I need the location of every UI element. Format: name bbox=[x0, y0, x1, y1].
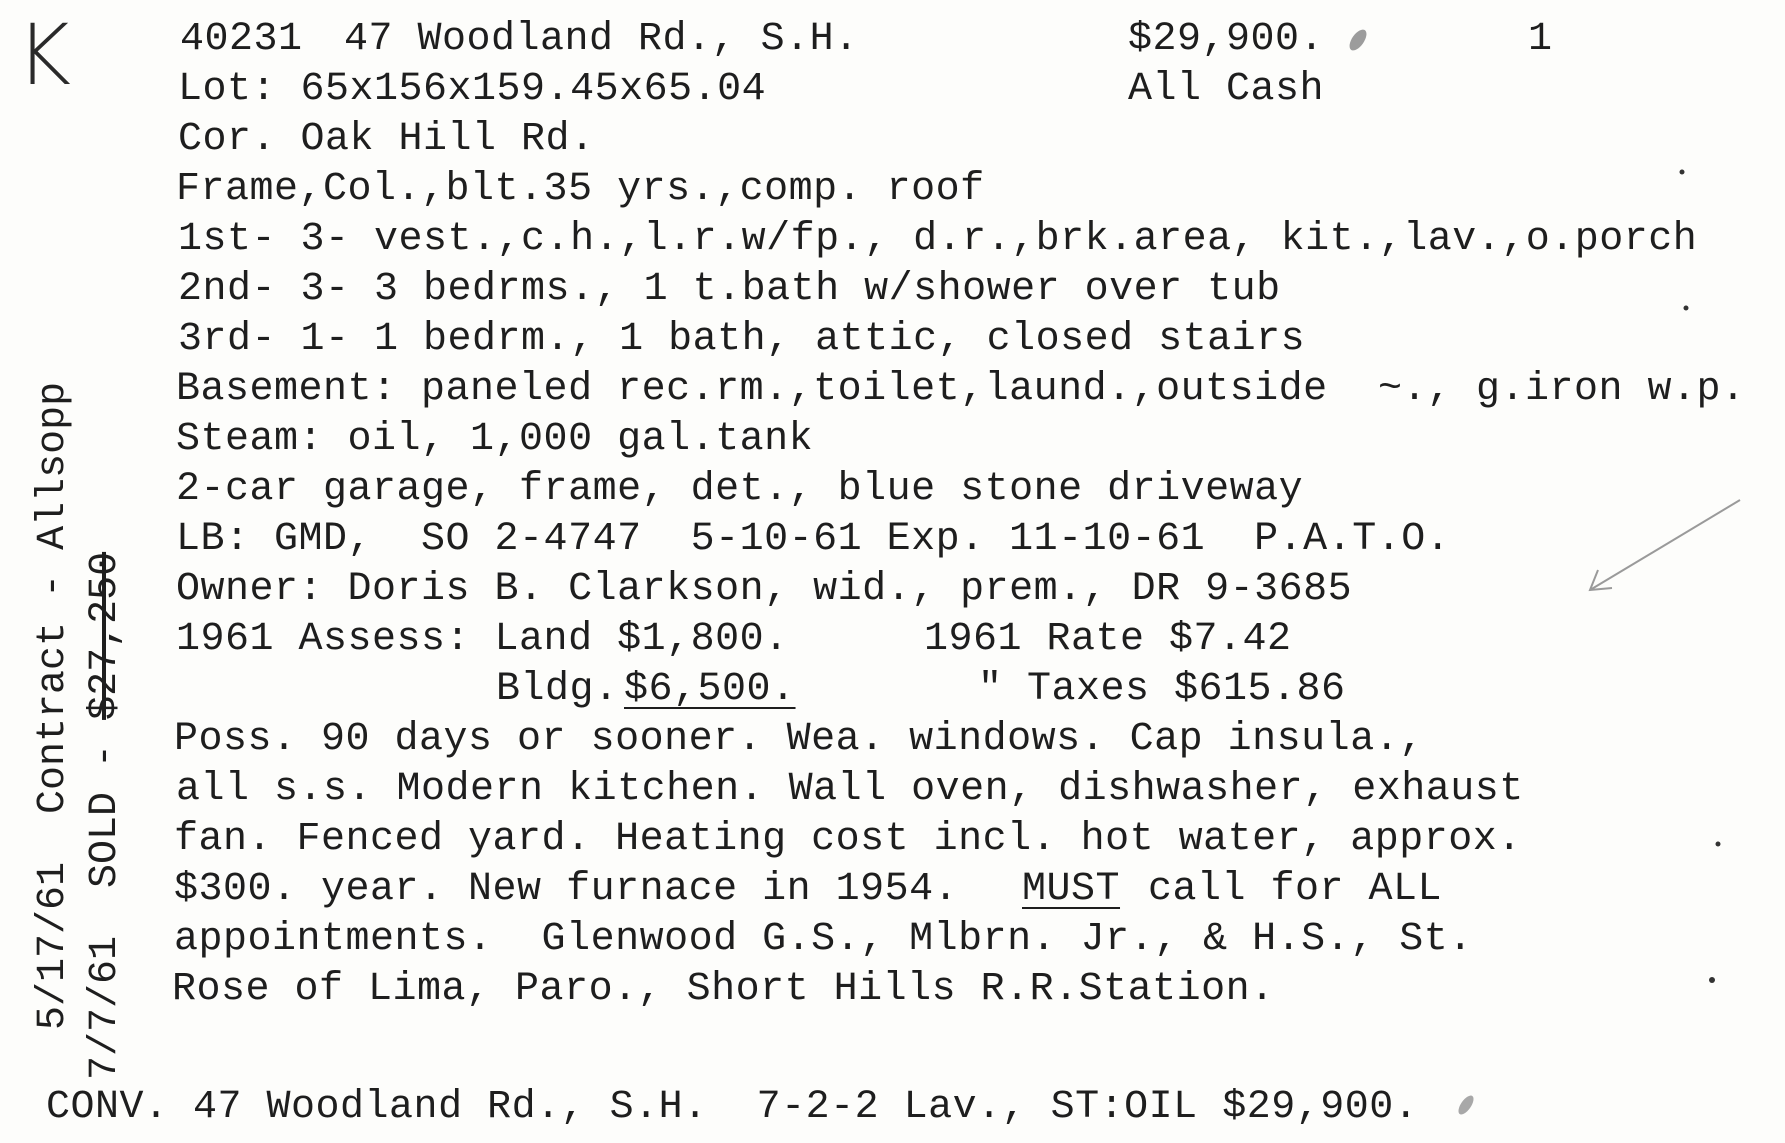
basement: Basement: paneled rec.rm.,toilet,laund.,outside bbox=[176, 367, 1328, 412]
remarks-line: Poss. 90 days or sooner. Wea. windows. Cap insula., bbox=[174, 717, 1424, 762]
listing-broker: LB: GMD, SO 2-4747 5-10-61 Exp. 11-10-61 P.A.T.O. bbox=[176, 517, 1451, 562]
heating: Steam: oil, 1,000 gal.tank bbox=[176, 417, 814, 462]
speck bbox=[1680, 170, 1685, 175]
speck bbox=[1709, 977, 1715, 983]
header-price: $29,900. bbox=[1128, 17, 1325, 62]
footer-summary: CONV. 47 Woodland Rd., S.H. 7-2-2 Lav., ST:OIL $29,900. bbox=[46, 1085, 1419, 1130]
third-floor: 3rd- 1- 1 bedrm., 1 bath, attic, closed stairs bbox=[178, 317, 1306, 362]
remarks-must: MUST bbox=[1022, 867, 1121, 912]
assessment-land: 1961 Assess: Land $1,800. bbox=[176, 617, 789, 662]
pencil-dot bbox=[1456, 1093, 1477, 1117]
first-floor: 1st- 3- vest.,c.h.,l.r.w/fp., d.r.,brk.area, kit.,lav.,o.porch bbox=[178, 217, 1698, 262]
remarks-line-tail: call for ALL bbox=[1148, 867, 1443, 912]
assessment-building-label: Bldg. bbox=[496, 667, 619, 712]
speck bbox=[1684, 306, 1689, 311]
sold-note-price: $27,250 bbox=[83, 551, 128, 720]
taxes: " Taxes $615.86 bbox=[978, 667, 1346, 712]
assessment-building-value: $6,500. bbox=[624, 667, 796, 712]
garage: 2-car garage, frame, det., blue stone driveway bbox=[176, 467, 1304, 512]
construction: Frame,Col.,blt.35 yrs.,comp. roof bbox=[176, 167, 985, 212]
header-address: 47 Woodland Rd., S.H. bbox=[344, 17, 859, 62]
remarks-line: $300. year. New furnace in 1954. bbox=[174, 867, 959, 912]
listing-number: 40231 bbox=[180, 17, 303, 62]
check-mark-line bbox=[1590, 500, 1740, 590]
contract-note: 5/17/61 Contract - Allsopp bbox=[31, 381, 76, 1030]
remarks-line: appointments. Glenwood G.S., Mlbrn. Jr., & H.S., St. bbox=[174, 917, 1473, 962]
terms: All Cash bbox=[1128, 67, 1325, 112]
owner: Owner: Doris B. Clarkson, wid., prem., DR 9-3685 bbox=[176, 567, 1353, 612]
corner-letter: K bbox=[16, 6, 72, 104]
sold-note-date: 7/7/61 SOLD - bbox=[83, 719, 128, 1080]
lot-size: Lot: 65x156x159.45x65.04 bbox=[178, 67, 767, 112]
card-number: 1 bbox=[1528, 17, 1553, 62]
remarks-line: fan. Fenced yard. Heating cost incl. hot water, approx. bbox=[174, 817, 1522, 862]
second-floor: 2nd- 3- 3 bedrms., 1 t.bath w/shower over tub bbox=[178, 267, 1281, 312]
pencil-dot bbox=[1346, 27, 1370, 54]
remarks-line: all s.s. Modern kitchen. Wall oven, dishwasher, exhaust bbox=[176, 767, 1524, 812]
remarks-line: Rose of Lima, Paro., Short Hills R.R.Station. bbox=[172, 967, 1275, 1012]
speck bbox=[1716, 842, 1721, 847]
tax-rate: 1961 Rate $7.42 bbox=[924, 617, 1292, 662]
basement-continued: ~., g.iron w.p. bbox=[1378, 367, 1746, 412]
corner-street: Cor. Oak Hill Rd. bbox=[178, 117, 595, 162]
